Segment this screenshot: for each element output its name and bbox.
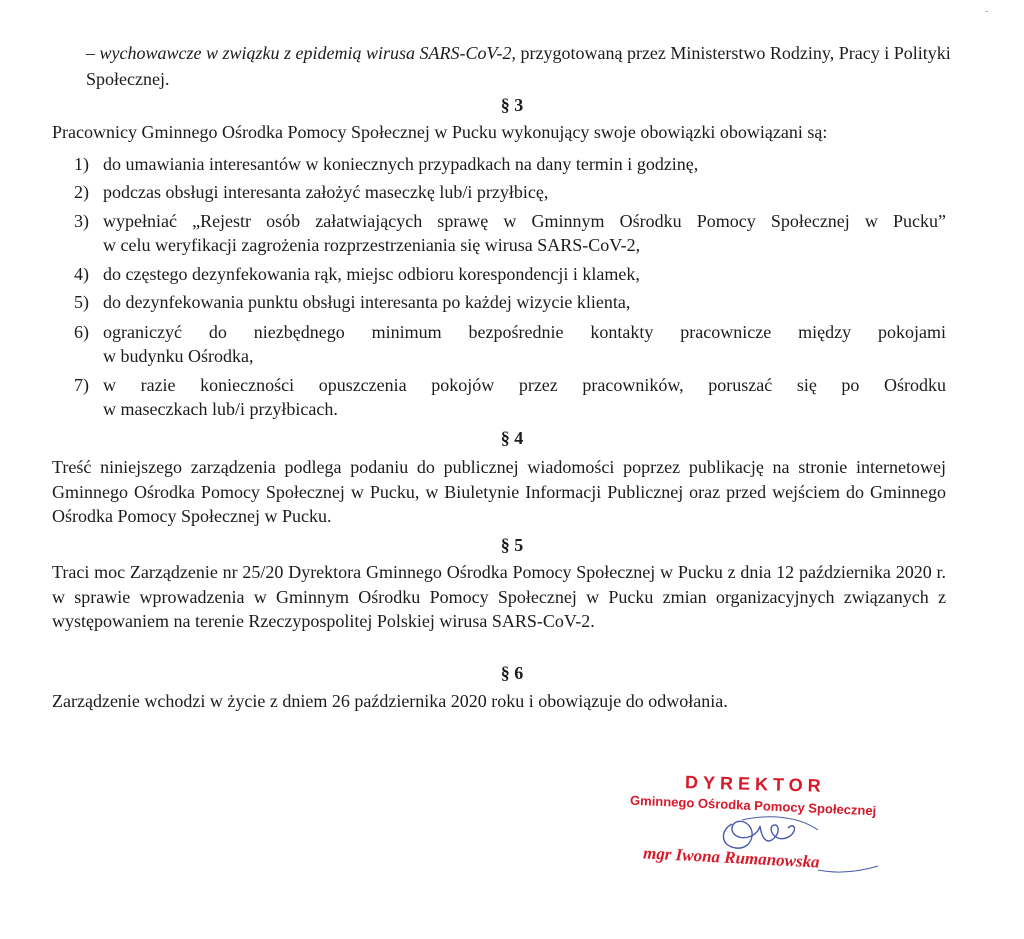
list-item-text: w razie konieczności opuszczenia pokojów przez pracowników, poruszać się po Ośrodku	[103, 375, 946, 395]
list-item-text: do umawiania interesantów w koniecznych przypadkach na dany termin i godzinę,	[103, 154, 699, 174]
section-4-text: Treść niniejszego zarządzenia podlega podaniu do publicznej wiadomości poprzez publikację na stronie internetowej Gminnego Ośrodka Pomocy Społecznej w Pucku, w Biuletynie Informacji Publicznej oraz przed wejściem do Gminnego Ośrodka Pomocy Społecznej w Pucku.	[52, 457, 946, 526]
intro-paragraph	[86, 40, 956, 92]
list-item-text-continued: w celu weryfikacji zagrożenia rozprzestrzeniania się wirusa SARS-CoV-2,	[103, 235, 641, 255]
section-6-heading: § 6	[500, 663, 524, 683]
intro-text: przygotowaną przez Ministerstwo Rodziny, Pracy i Polityki Społecznej.	[86, 43, 951, 89]
list-item	[74, 209, 946, 257]
list-item	[74, 262, 946, 286]
list-item	[74, 373, 946, 421]
section-5-heading: § 5	[500, 535, 524, 555]
section-6-text: Zarządzenie wchodzi w życie z dniem 26 października 2020 roku i obowiązuje do odwołania.	[52, 691, 728, 711]
list-item-number: 3)	[74, 211, 89, 231]
list-item-number: 2)	[74, 182, 89, 202]
list-item-number: 5)	[74, 292, 89, 312]
list-item-text: wypełniać „Rejestr osób załatwiających sprawę w Gminnym Ośrodku Pomocy Społecznej w Pucku”	[103, 211, 946, 231]
list-item-number: 7)	[74, 375, 89, 395]
list-item	[74, 180, 946, 204]
scan-mark: -	[985, 6, 989, 17]
section-3-heading: § 3	[500, 95, 524, 115]
handwritten-signature	[698, 800, 918, 890]
list-item-text-continued: w budynku Ośrodka,	[103, 346, 254, 366]
section-4-heading: § 4	[500, 428, 524, 448]
list-item-number: 6)	[74, 322, 89, 342]
list-item-number: 4)	[74, 264, 89, 284]
list-item	[74, 320, 946, 368]
intro-italic-text: – wychowawcze w związku z epidemią wirusa SARS-CoV-2,	[86, 43, 516, 63]
list-item-number: 1)	[74, 154, 89, 174]
list-item	[74, 290, 946, 314]
stamp-title: DYREKTOR	[684, 772, 826, 796]
list-item-text: do częstego dezynfekowania rąk, miejsc odbioru korespondencji i klamek,	[103, 264, 640, 284]
list-item-text: ograniczyć do niezbędnego minimum bezpośrednie kontakty pracownicze między pokojami	[103, 322, 946, 342]
stamp-organization: Gminnego Ośrodka Pomocy Społecznej	[629, 792, 877, 819]
list-item	[74, 152, 946, 176]
list-item-text: do dezynfekowania punktu obsługi interesanta po każdej wizycie klienta,	[103, 292, 631, 312]
list-item-text-continued: w maseczkach lub/i przyłbicach.	[103, 399, 338, 419]
section-5-text: Traci moc Zarządzenie nr 25/20 Dyrektora Gminnego Ośrodka Pomocy Społecznej w Pucku z dnia 12 października 2020 r. w sprawie wprowadzenia w Gminnym Ośrodku Pomocy Społecznej w Pucku zmian organizacyjnych związanych z występowaniem na terenie Rzeczypospolitej Polskiej wirusa SARS-CoV-2.	[52, 562, 946, 631]
list-item-text: podczas obsługi interesanta założyć maseczkę lub/i przyłbicę,	[103, 182, 549, 202]
section-3-lead: Pracownicy Gminnego Ośrodka Pomocy Społecznej w Pucku wykonujący swoje obowiązki obowiązani są:	[52, 122, 828, 142]
stamp-name: mgr Iwona Rumanowska	[642, 843, 821, 872]
